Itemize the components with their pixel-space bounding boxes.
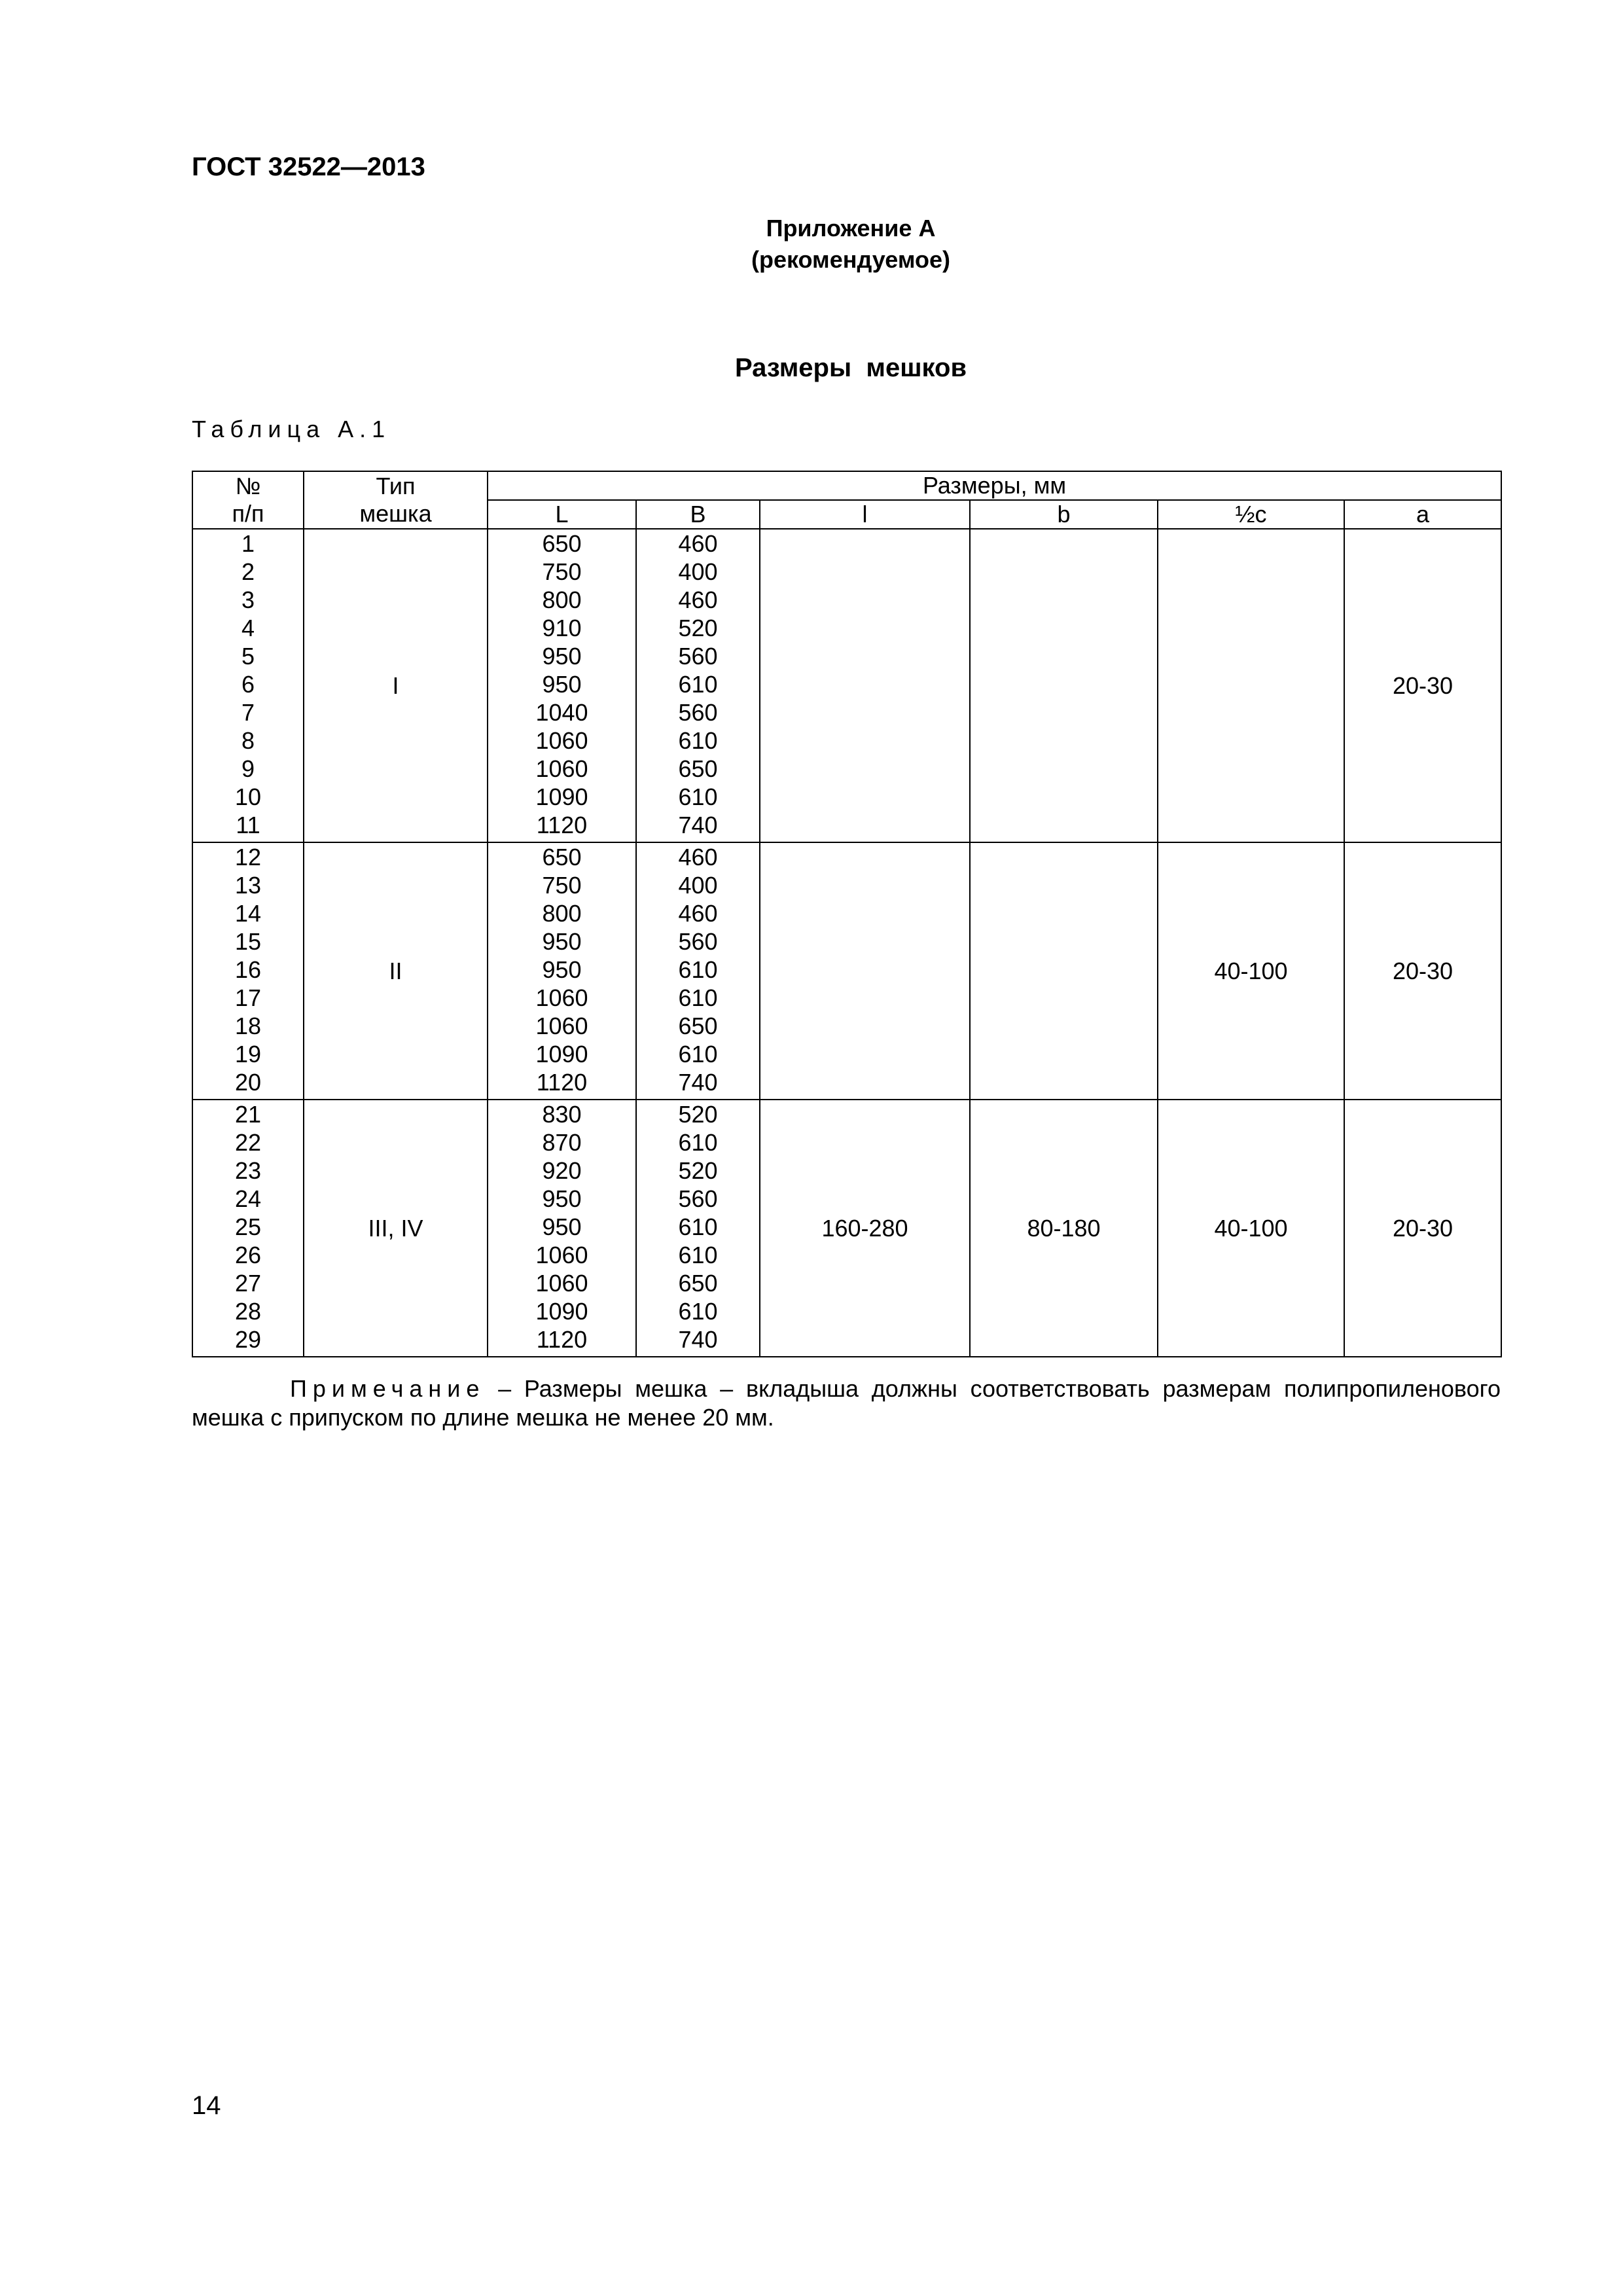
cell-value: 950 xyxy=(542,1213,582,1240)
cell-value: 830 xyxy=(542,1101,582,1128)
column-a-cell: 20-30 xyxy=(1344,529,1501,842)
column-a-cell: 20-30 xyxy=(1344,1100,1501,1357)
cell-value: 1 xyxy=(241,530,255,557)
document-standard-number: ГОСТ 32522—2013 xyxy=(192,152,425,181)
cell-value: 560 xyxy=(678,928,718,955)
cell-value: 950 xyxy=(542,956,582,983)
note-label: Примечание xyxy=(290,1375,486,1402)
table-row-group xyxy=(192,529,1501,842)
column-half-c-cell: 40-100 xyxy=(1158,842,1344,1100)
cell-value: 560 xyxy=(678,1185,718,1212)
column-l-cell: 160-280 xyxy=(760,1100,970,1357)
header-number-line2: п/п xyxy=(232,500,264,527)
cell-value: 400 xyxy=(678,872,718,899)
cell-value: 28 xyxy=(234,1298,262,1325)
cell-value: 460 xyxy=(678,900,718,927)
cell-value: 460 xyxy=(678,530,718,557)
cell-value: 610 xyxy=(678,1041,718,1067)
header-a: a xyxy=(1344,500,1501,529)
cell-value: 650 xyxy=(678,1013,718,1039)
header-number-line1: № xyxy=(235,473,261,499)
cell-value: 650 xyxy=(678,755,718,782)
cell-value: 13 xyxy=(234,872,262,899)
cell-value: 12 xyxy=(234,844,262,870)
cell-value: 750 xyxy=(542,872,582,899)
cell-value: 15 xyxy=(234,928,262,955)
cell-value: 1060 xyxy=(535,727,588,754)
cell-value: 26 xyxy=(234,1242,262,1268)
cell-value: 29 xyxy=(234,1326,262,1353)
column-l-cell xyxy=(760,842,970,1100)
cell-value: 3 xyxy=(241,586,255,613)
column-half-c-cell xyxy=(1158,529,1344,842)
cell-value: 950 xyxy=(542,671,582,698)
cell-value: 920 xyxy=(542,1157,582,1184)
column-numbers-cell xyxy=(192,529,304,842)
table-row-group xyxy=(192,1100,1501,1357)
cell-value: 25 xyxy=(234,1213,262,1240)
cell-value: 800 xyxy=(542,586,582,613)
cell-value: 610 xyxy=(678,727,718,754)
bag-sizes-table xyxy=(192,471,1502,1357)
cell-value: 5 xyxy=(241,643,255,670)
cell-value: 460 xyxy=(678,586,718,613)
cell-value: 650 xyxy=(678,1270,718,1297)
cell-value: 520 xyxy=(678,1101,718,1128)
cell-value: 560 xyxy=(678,699,718,726)
cell-value: 20 xyxy=(234,1069,262,1096)
cell-value: 1060 xyxy=(535,1270,588,1297)
column-L-cell xyxy=(488,529,636,842)
column-b-cell: 80-180 xyxy=(970,1100,1158,1357)
cell-value: 1090 xyxy=(535,783,588,810)
column-type-cell: I xyxy=(304,529,488,842)
cell-value: 610 xyxy=(678,1129,718,1156)
cell-value: 21 xyxy=(234,1101,262,1128)
column-L-cell xyxy=(488,1100,636,1357)
cell-value: 27 xyxy=(234,1270,262,1297)
cell-value: 740 xyxy=(678,1326,718,1353)
cell-value: 1120 xyxy=(536,1069,588,1096)
cell-value: 24 xyxy=(234,1185,262,1212)
cell-value: 750 xyxy=(542,558,582,585)
cell-value: 650 xyxy=(542,844,582,870)
annex-title: Приложение А xyxy=(766,215,936,242)
cell-value: 650 xyxy=(542,530,582,557)
column-B-cell xyxy=(636,842,760,1100)
cell-value: 1060 xyxy=(535,984,588,1011)
header-half-c: ½c xyxy=(1158,500,1344,529)
table-body xyxy=(192,529,1501,1357)
cell-value: 400 xyxy=(678,558,718,585)
header-l: l xyxy=(760,500,970,529)
cell-value: 23 xyxy=(234,1157,262,1184)
cell-value: 910 xyxy=(542,615,582,641)
cell-value: 1120 xyxy=(536,1326,588,1353)
cell-value: 520 xyxy=(678,1157,718,1184)
cell-value: 9 xyxy=(241,755,255,782)
cell-value: 8 xyxy=(241,727,255,754)
column-L-cell xyxy=(488,842,636,1100)
table-label: Таблица А.1 xyxy=(192,416,391,442)
cell-value: 950 xyxy=(542,1185,582,1212)
cell-value: 2 xyxy=(241,558,255,585)
cell-value: 520 xyxy=(678,615,718,641)
cell-value: 1090 xyxy=(535,1298,588,1325)
cell-value: 1120 xyxy=(536,812,588,838)
annex-heading xyxy=(0,213,1623,276)
column-b-cell xyxy=(970,529,1158,842)
cell-value: 1060 xyxy=(535,755,588,782)
header-number xyxy=(192,471,304,529)
cell-value: 11 xyxy=(236,812,260,838)
cell-value: 560 xyxy=(678,643,718,670)
cell-value: 950 xyxy=(542,928,582,955)
cell-value: 610 xyxy=(678,984,718,1011)
column-numbers-cell xyxy=(192,842,304,1100)
header-type-line2: мешка xyxy=(359,500,432,527)
header-type-line1: Тип xyxy=(376,473,416,499)
cell-value: 4 xyxy=(241,615,255,641)
column-numbers-cell xyxy=(192,1100,304,1357)
cell-value: 10 xyxy=(234,783,262,810)
header-bag-type xyxy=(304,471,488,529)
cell-value: 950 xyxy=(542,643,582,670)
column-B-cell xyxy=(636,529,760,842)
table-row-group xyxy=(192,842,1501,1100)
cell-value: 6 xyxy=(241,671,255,698)
cell-value: 610 xyxy=(678,671,718,698)
cell-value: 800 xyxy=(542,900,582,927)
table-note xyxy=(192,1374,1501,1432)
cell-value: 740 xyxy=(678,812,718,838)
cell-value: 18 xyxy=(234,1013,262,1039)
column-l-cell xyxy=(760,529,970,842)
column-B-cell xyxy=(636,1100,760,1357)
cell-value: 22 xyxy=(234,1129,262,1156)
cell-value: 610 xyxy=(678,1242,718,1268)
header-B: B xyxy=(636,500,760,529)
cell-value: 17 xyxy=(234,984,262,1011)
header-b: b xyxy=(970,500,1158,529)
column-b-cell xyxy=(970,842,1158,1100)
cell-value: 1040 xyxy=(535,699,588,726)
cell-value: 610 xyxy=(678,1213,718,1240)
cell-value: 610 xyxy=(678,956,718,983)
section-title: Размеры мешков xyxy=(734,353,967,382)
page-number: 14 xyxy=(192,2091,221,2120)
cell-value: 610 xyxy=(678,783,718,810)
cell-value: 14 xyxy=(234,900,262,927)
annex-subtitle: (рекомендуемое) xyxy=(751,246,950,273)
column-type-cell: III, IV xyxy=(304,1100,488,1357)
column-type-cell: II xyxy=(304,842,488,1100)
cell-value: 1090 xyxy=(535,1041,588,1067)
column-half-c-cell: 40-100 xyxy=(1158,1100,1344,1357)
cell-value: 870 xyxy=(542,1129,582,1156)
cell-value: 7 xyxy=(241,699,255,726)
cell-value: 1060 xyxy=(535,1013,588,1039)
cell-value: 740 xyxy=(678,1069,718,1096)
cell-value: 16 xyxy=(234,956,262,983)
cell-value: 19 xyxy=(234,1041,262,1067)
column-a-cell: 20-30 xyxy=(1344,842,1501,1100)
header-L: L xyxy=(488,500,636,529)
note-text: – Размеры мешка – вкладыша должны соответствовать размерам полипропиленового мешка с припуском по длине мешка не менее 20 мм. xyxy=(192,1375,1501,1431)
header-sizes: Размеры, мм xyxy=(488,471,1501,500)
cell-value: 460 xyxy=(678,844,718,870)
cell-value: 1060 xyxy=(535,1242,588,1268)
cell-value: 610 xyxy=(678,1298,718,1325)
